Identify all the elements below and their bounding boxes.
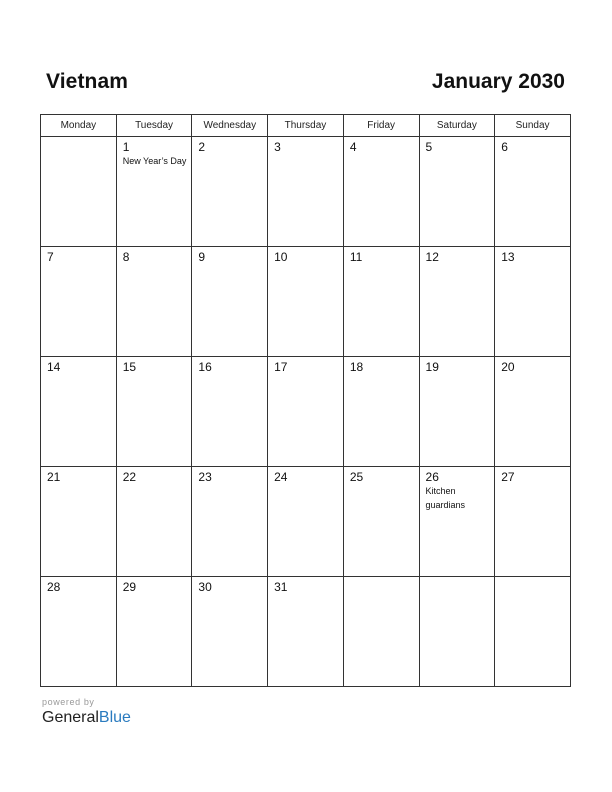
weekday-wednesday: Wednesday xyxy=(192,115,268,137)
day-number: 17 xyxy=(274,360,288,374)
day-number: 21 xyxy=(47,470,61,484)
weekday-header-row xyxy=(41,115,571,137)
day-cell xyxy=(343,247,419,357)
day-number: 1 xyxy=(122,140,130,154)
day-cell xyxy=(343,137,419,247)
day-cell xyxy=(419,577,495,687)
day-cell xyxy=(419,137,495,247)
day-cell xyxy=(419,467,495,577)
day-cell xyxy=(268,467,344,577)
day-cell xyxy=(116,357,192,467)
day-number xyxy=(41,137,116,140)
day-cell xyxy=(343,357,419,467)
weekday-monday: Monday xyxy=(41,115,117,137)
holiday-label: Kitchen guardians xyxy=(425,486,466,510)
day-cell xyxy=(495,137,571,247)
day-number: 28 xyxy=(47,580,61,594)
day-number: 12 xyxy=(425,250,439,264)
brand-blue-text: Blue xyxy=(98,709,131,726)
day-number: 6 xyxy=(501,140,508,154)
day-number: 16 xyxy=(198,360,212,374)
day-number: 3 xyxy=(274,140,281,154)
week-row-2 xyxy=(41,247,571,357)
week-row-4 xyxy=(41,467,571,577)
day-cell xyxy=(41,467,117,577)
day-number: 20 xyxy=(501,360,515,374)
calendar-grid xyxy=(40,114,571,687)
day-cell xyxy=(192,467,268,577)
day-number: 13 xyxy=(501,250,515,264)
day-number: 14 xyxy=(47,360,61,374)
month-title: January 2030 xyxy=(431,70,565,93)
day-number: 4 xyxy=(349,140,357,154)
day-cell xyxy=(419,247,495,357)
day-cell xyxy=(41,137,117,247)
day-cell xyxy=(268,577,344,687)
day-cell xyxy=(495,577,571,687)
day-cell xyxy=(192,357,268,467)
week-row-5 xyxy=(41,577,571,687)
day-cell xyxy=(41,577,117,687)
day-number: 25 xyxy=(349,470,364,484)
day-cell xyxy=(343,577,419,687)
day-cell xyxy=(116,577,192,687)
day-number: 18 xyxy=(349,360,364,374)
powered-by-label: powered by xyxy=(42,697,95,707)
day-cell xyxy=(41,247,117,357)
day-cell xyxy=(116,247,192,357)
day-cell xyxy=(116,137,192,247)
day-cell xyxy=(41,357,117,467)
day-cell xyxy=(495,247,571,357)
weekday-thursday: Thursday xyxy=(268,115,344,137)
day-number: 27 xyxy=(501,470,515,484)
day-number: 19 xyxy=(425,360,439,374)
day-number: 11 xyxy=(349,250,363,264)
day-cell xyxy=(343,467,419,577)
week-row-3 xyxy=(41,357,571,467)
day-number: 9 xyxy=(198,250,206,264)
day-number: 31 xyxy=(274,580,288,594)
day-cell xyxy=(192,247,268,357)
day-number: 7 xyxy=(47,250,54,264)
day-cell xyxy=(495,467,571,577)
day-number: 5 xyxy=(425,140,433,154)
day-number: 30 xyxy=(198,580,212,594)
weekday-sunday: Sunday xyxy=(495,115,571,137)
day-number: 26 xyxy=(425,470,439,484)
day-cell xyxy=(495,357,571,467)
day-number: 8 xyxy=(122,250,130,264)
day-number: 29 xyxy=(122,580,137,594)
day-cell xyxy=(419,357,495,467)
day-number: 10 xyxy=(274,250,288,264)
week-row-1 xyxy=(41,137,571,247)
day-number: 15 xyxy=(122,360,137,374)
brand-logo[interactable] xyxy=(42,709,131,727)
weekday-tuesday: Tuesday xyxy=(116,115,192,137)
day-cell xyxy=(192,577,268,687)
weekday-friday: Friday xyxy=(343,115,419,137)
day-number: 24 xyxy=(274,470,288,484)
day-number xyxy=(495,577,570,580)
holiday-label: New Year’s Day xyxy=(122,156,187,166)
day-cell xyxy=(192,137,268,247)
day-cell xyxy=(268,357,344,467)
day-cell xyxy=(116,467,192,577)
brand-general-text: General xyxy=(42,709,99,726)
day-cell xyxy=(268,137,344,247)
day-number: 22 xyxy=(122,470,137,484)
day-number xyxy=(420,577,495,580)
country-title: Vietnam xyxy=(46,70,129,93)
weekday-saturday: Saturday xyxy=(419,115,495,137)
day-number: 23 xyxy=(198,470,212,484)
day-number xyxy=(344,577,419,580)
day-number: 2 xyxy=(198,140,206,154)
day-cell xyxy=(268,247,344,357)
